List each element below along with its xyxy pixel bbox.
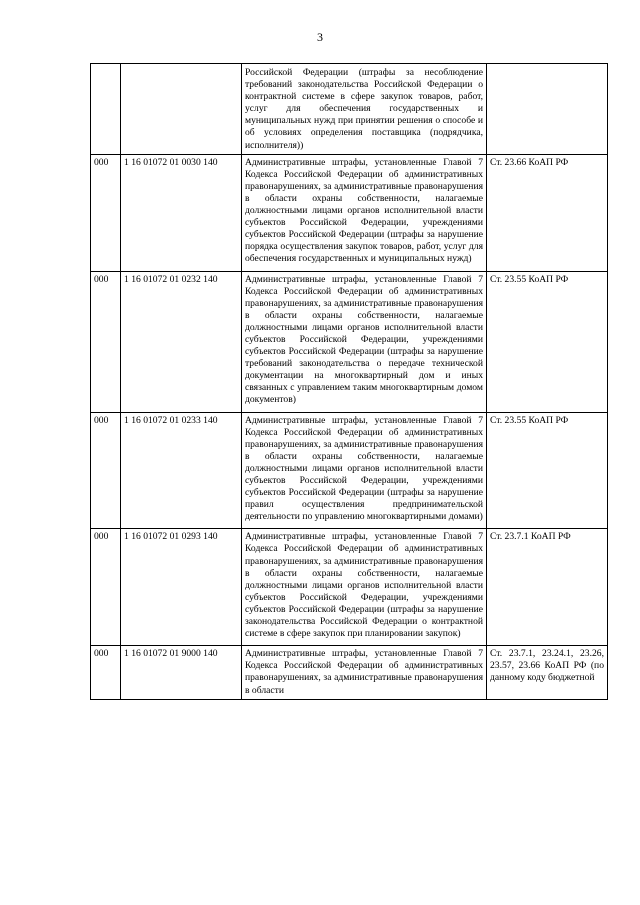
legal-basis-cell: Ст. 23.66 КоАП РФ (487, 154, 608, 271)
admin-code-cell: 000 (91, 646, 121, 699)
kbk-code-cell: 1 16 01072 01 0293 140 (121, 529, 242, 646)
kbk-code-cell: 1 16 01072 01 0233 140 (121, 412, 242, 529)
admin-code-cell: 000 (91, 412, 121, 529)
table-row (91, 154, 608, 271)
admin-code-cell: 000 (91, 271, 121, 412)
table-row (91, 271, 608, 412)
description-cell: Российской Федерации (штрафы за несоблюдение требований законодательства Российской Федерации о контрактной системе в сфере закупок товаров, работ, услуг для обеспечения государственных и муниципальных нужд при принятии решения о способе и об условиях определения поставщика (подрядчика, исполнителя)) (242, 64, 487, 155)
description-cell: Административные штрафы, установленные Главой 7 Кодекса Российской Федерации об административных правонарушениях, за административные правонарушения в области охраны собственности, налагаемые должностными лицами органов исполнительной власти субъектов Российской Федерации, учреждениями субъектов Российской Федерации (штрафы за нарушение правил осуществления предпринимательской деятельности по управлению многоквартирными домами) (242, 412, 487, 529)
kbk-code-cell: 1 16 01072 01 0232 140 (121, 271, 242, 412)
description-cell: Административные штрафы, установленные Главой 7 Кодекса Российской Федерации об административных правонарушениях, за административные правонарушения в области (242, 646, 487, 699)
table-row (91, 646, 608, 699)
description-cell: Административные штрафы, установленные Главой 7 Кодекса Российской Федерации об административных правонарушениях, за административные правонарушения в области охраны собственности, налагаемые должностными лицами органов исполнительной власти субъектов Российской Федерации, учреждениями субъектов Российской Федерации (штрафы за нарушение требований законодательства о передаче технической документации на многоквартирный дом и иных связанных с управлением таким многоквартирным домом документов) (242, 271, 487, 412)
admin-code-cell (91, 64, 121, 155)
legal-basis-cell: Ст. 23.55 КоАП РФ (487, 412, 608, 529)
admin-code-cell: 000 (91, 154, 121, 271)
kbk-code-cell: 1 16 01072 01 0030 140 (121, 154, 242, 271)
kbk-table (90, 63, 608, 700)
description-cell: Административные штрафы, установленные Главой 7 Кодекса Российской Федерации об административных правонарушениях, за административные правонарушения в области охраны собственности, налагаемые должностными лицами органов исполнительной власти субъектов Российской Федерации, учреждениями субъектов Российской Федерации (штрафы за нарушение порядка осуществления закупок товаров, работ, услуг для обеспечения государственных и муниципальных нужд) (242, 154, 487, 271)
legal-basis-cell (487, 64, 608, 155)
table-row (91, 529, 608, 646)
legal-basis-cell: Ст. 23.55 КоАП РФ (487, 271, 608, 412)
admin-code-cell: 000 (91, 529, 121, 646)
kbk-code-cell (121, 64, 242, 155)
kbk-code-cell: 1 16 01072 01 9000 140 (121, 646, 242, 699)
page-number: 3 (317, 30, 323, 44)
legal-basis-cell: Ст. 23.7.1, 23.24.1, 23.26, 23.57, 23.66 КоАП РФ (по данному коду бюджетной (487, 646, 608, 699)
legal-basis-cell: Ст. 23.7.1 КоАП РФ (487, 529, 608, 646)
description-cell: Административные штрафы, установленные Главой 7 Кодекса Российской Федерации об административных правонарушениях, за административные правонарушения в области охраны собственности, налагаемые должностными лицами органов исполнительной власти субъектов Российской Федерации, учреждениями субъектов Российской Федерации (штрафы за нарушение законодательства Российской Федерации о контрактной системе в сфере закупок при планировании закупок) (242, 529, 487, 646)
table-row (91, 64, 608, 155)
table-row (91, 412, 608, 529)
